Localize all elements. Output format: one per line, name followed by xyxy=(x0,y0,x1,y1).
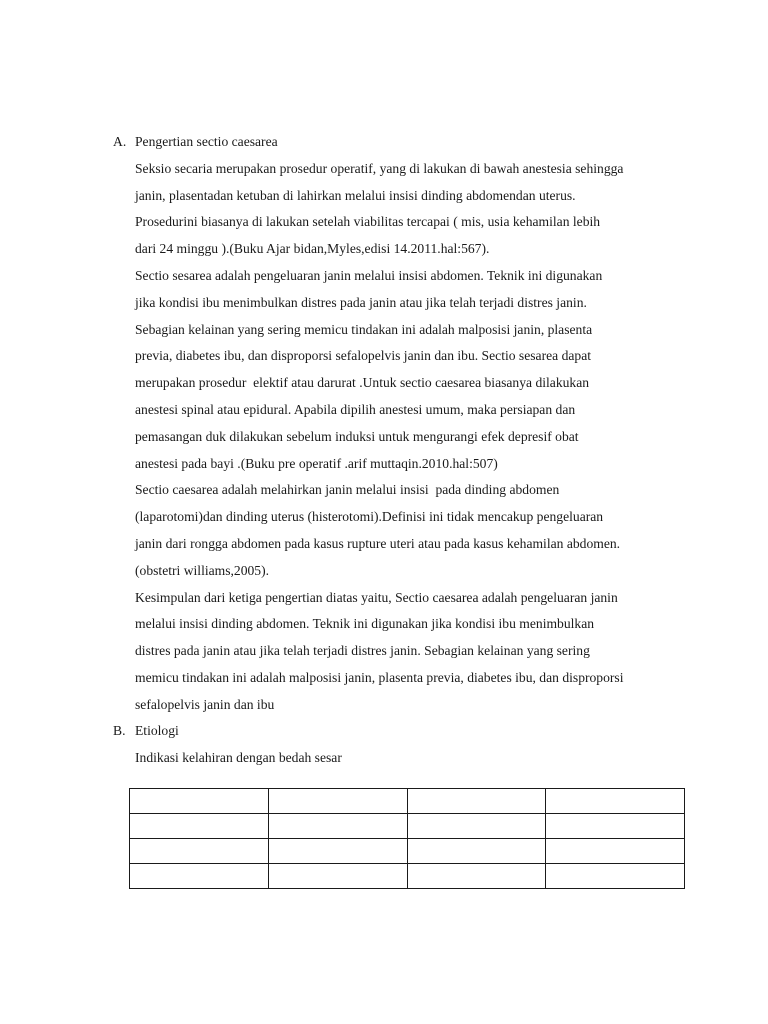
paragraph-line: Indikasi kelahiran dengan bedah sesar xyxy=(135,749,342,765)
paragraph-line: Sectio caesarea adalah melahirkan janin melalui insisi pada dinding abdomen xyxy=(135,482,560,498)
paragraph-line: janin, plasentadan ketuban di lahirkan melalui insisi dinding abdomendan uterus. xyxy=(135,187,576,203)
table-cell xyxy=(546,864,685,889)
table-cell xyxy=(268,839,407,864)
table-cell xyxy=(268,789,407,814)
paragraph-line: merupakan prosedur elektif atau darurat .Untuk sectio caesarea biasanya dilakukan xyxy=(135,375,590,391)
table-cell xyxy=(407,864,546,889)
table-cell xyxy=(130,789,269,814)
table-cell xyxy=(268,814,407,839)
paragraph-line: Prosedurini biasanya di lakukan setelah viabilitas tercapai ( mis, usia kehamilan lebih xyxy=(135,214,601,230)
section-b-letter: B. xyxy=(113,723,126,738)
paragraph-line: melalui insisi dinding abdomen. Teknik ini digunakan jika kondisi ibu menimbulkan xyxy=(135,616,595,632)
paragraph-line: (laparotomi)dan dinding uterus (histerotomi).Definisi ini tidak mencakup pengeluaran xyxy=(135,509,604,525)
section-a-letter: A. xyxy=(113,134,127,149)
table-cell xyxy=(546,839,685,864)
paragraph-line: distres pada janin atau jika telah terjadi distres janin. Sebagian kelainan yang sering xyxy=(135,643,590,659)
table-row xyxy=(130,864,685,889)
paragraph-line: Sebagian kelainan yang sering memicu tindakan ini adalah malposisi janin, plasenta xyxy=(135,321,593,337)
paragraph-line: dari 24 minggu ).(Buku Ajar bidan,Myles,edisi 14.2011.hal:567). xyxy=(135,241,490,257)
paragraph-line: Sectio sesarea adalah pengeluaran janin melalui insisi abdomen. Teknik ini digunakan xyxy=(135,267,603,283)
paragraph-line: previa, diabetes ibu, dan disproporsi sefalopelvis janin dan ibu. Sectio sesarea dapat xyxy=(135,348,592,364)
paragraph-line: sefalopelvis janin dan ibu xyxy=(135,696,275,712)
table-cell xyxy=(268,864,407,889)
paragraph-line: anestesi pada bayi .(Buku pre operatif .arif muttaqin.2010.hal:507) xyxy=(135,455,498,471)
table-cell xyxy=(546,814,685,839)
table-cell xyxy=(546,789,685,814)
table-row xyxy=(130,839,685,864)
table-row xyxy=(130,789,685,814)
table-row xyxy=(130,814,685,839)
table-cell xyxy=(130,814,269,839)
paragraph-line: Kesimpulan dari ketiga pengertian diatas yaitu, Sectio caesarea adalah pengeluaran janin xyxy=(135,589,618,605)
paragraph-line: jika kondisi ibu menimbulkan distres pada janin atau jika telah terjadi distres janin. xyxy=(135,294,587,310)
paragraph-line: memicu tindakan ini adalah malposisi janin, plasenta previa, diabetes ibu, dan disproporsi xyxy=(135,669,624,685)
paragraph-line: anestesi spinal atau epidural. Apabila dipilih anestesi umum, maka persiapan dan xyxy=(135,401,576,417)
paragraph-line: janin dari rongga abdomen pada kasus rupture uteri atau pada kasus kehamilan abdomen. xyxy=(135,535,621,551)
paragraph-line: Seksio secaria merupakan prosedur operatif, yang di lakukan di bawah anestesia sehingga xyxy=(135,160,624,176)
paragraph-line: (obstetri williams,2005). xyxy=(135,562,270,578)
etiology-table xyxy=(129,788,685,889)
paragraph-line: pemasangan duk dilakukan sebelum induksi untuk mengurangi efek depresif obat xyxy=(135,428,579,444)
section-a-title: Pengertian sectio caesarea xyxy=(135,134,278,149)
section-a-body xyxy=(135,156,695,719)
section-b-title: Etiologi xyxy=(135,723,179,738)
table-cell xyxy=(130,839,269,864)
section-b-body xyxy=(135,745,695,772)
table-cell xyxy=(407,839,546,864)
table-cell xyxy=(407,814,546,839)
table-cell xyxy=(130,864,269,889)
table-cell xyxy=(407,789,546,814)
